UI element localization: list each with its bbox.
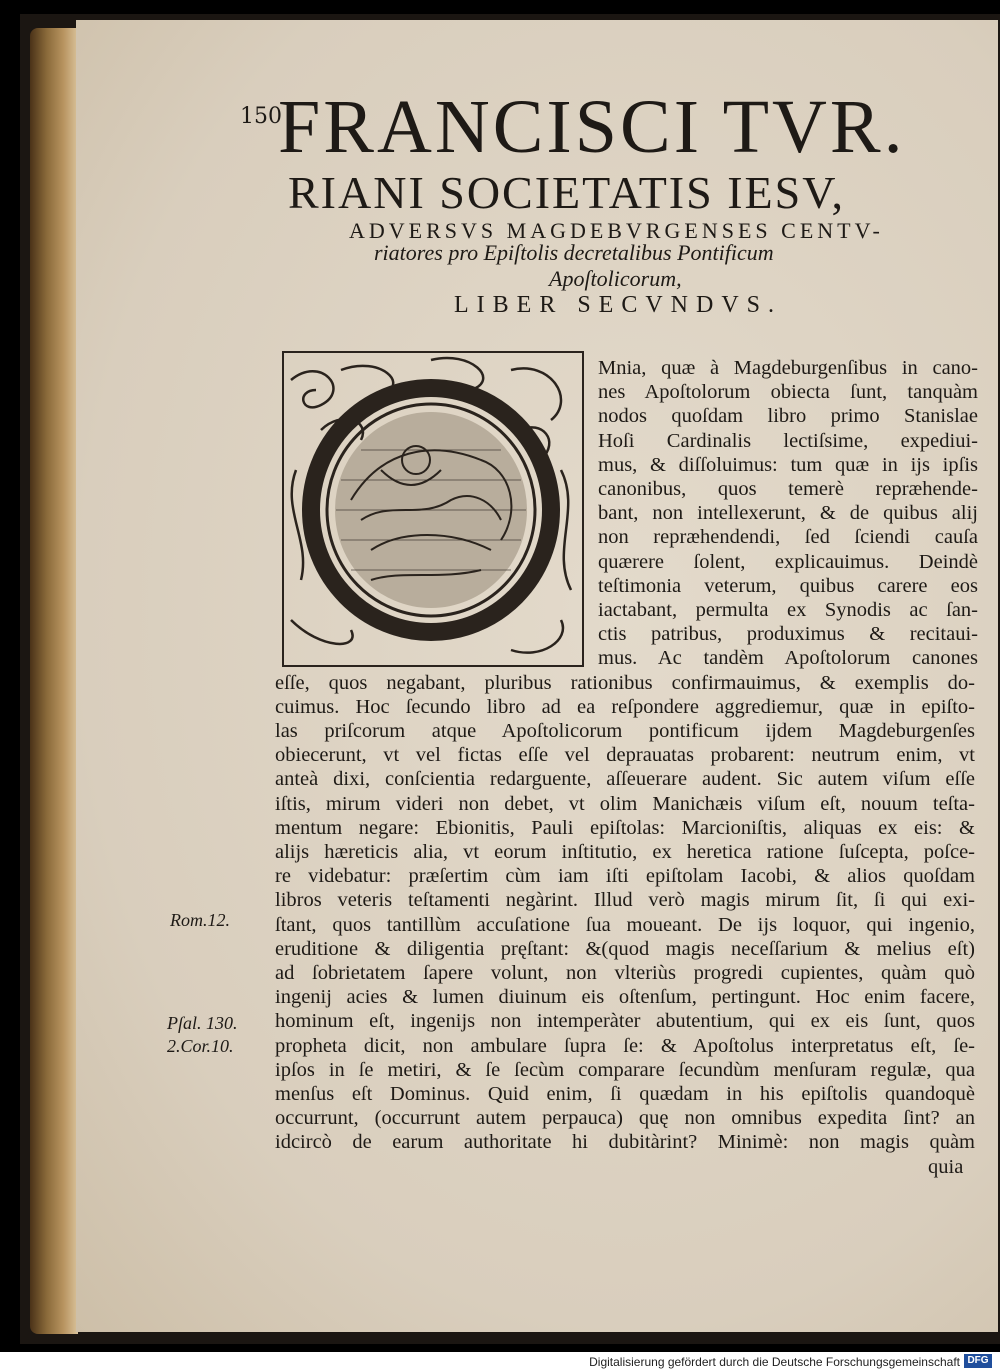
title-line-2: RIANI SOCIETATIS IESV, (288, 167, 845, 218)
text-line: teſtimonia veterum, quibus carere eos (598, 574, 978, 597)
text-line: libros veteris teſtamenti negàrint. Illud verò magis mirum ſit, ſi qui exi- (275, 889, 975, 912)
text-line: cuimus. Hoc ſecundo libro ad ea reſpondere aggrediemur, quæ in epiſto- (275, 695, 975, 718)
book-label: LIBER SECVNDVS. (454, 292, 783, 318)
text-line: nes Apoſtolorum obiecta ſunt, tanquàm (598, 381, 978, 404)
text-line: occurrunt, (occurrunt autem perpauca) quę non omnibus expedita ſint? an (275, 1107, 975, 1130)
text-line: hominum eſt, ingenijs non intemperàter abutentium, qui ex eis ſunt, quos (275, 1010, 975, 1033)
text-line: Mnia, quæ à Magdeburgenſibus in cano- (598, 357, 978, 379)
text-line: quærere ſolent, explicauimus. Deindè (598, 550, 978, 573)
text-line: idcircò de earum authoritate hi dubitàrint? Minimè: non magis quàm (275, 1131, 975, 1154)
footer-text: Digitalisierung gefördert durch die Deutsche Forschungsgemeinschaft (589, 1355, 960, 1369)
text-line: propheta dicit, non ambulare ſupra ſe: & Apoſtolus interpretatus eſt, ſe- (275, 1034, 975, 1057)
text-line: iactabant, permulta ex Synodis ac ſan- (598, 599, 978, 621)
text-line: eſſe, quos negabant, pluribus rationibus confirmauimus, & exemplis do- (275, 671, 975, 694)
subtitle-line-3: Apoſtolicorum, (549, 266, 682, 291)
text-line: iſtis, mirum videri non debet, vt olim Manichæis viſum eſt, nouum teſta- (275, 792, 975, 815)
text-line: re videbatur: præſertim cùm iam iſti epiſtolam Iacobi, & alios quoſdam (275, 865, 975, 888)
dfg-logo: DFG (964, 1354, 992, 1368)
text-line: mentum negare: Ebionitis, Pauli epiſtolas: Marcioniſtis, aliquas ex eis: & (275, 816, 975, 839)
text-line: mus. Ac tandèm Apoſtolorum canones (598, 647, 978, 670)
text-line: ſtant, quos tantillùm accuſatione ſua moueant. De ijs loquor, qui ingenio, (275, 913, 975, 936)
page-edge (30, 28, 78, 1334)
subtitle-line-2: riatores pro Epiſtolis decretalibus Pontificum (374, 240, 774, 265)
text-line: eruditione & diligentia pręſtant: &(quod magis neceſſarium & melius eſt) (275, 937, 975, 960)
title-line-1: FRANCISCI TVR. (278, 85, 906, 169)
text-line: quia (928, 1155, 964, 1178)
text-line: anteà dixi, conſcientia redarguente, aſſeuerare audent. Sic autem viſum eſſe (275, 768, 975, 791)
margin-note: 2.Cor.10. (167, 1036, 234, 1056)
page-number: 150 (240, 104, 282, 129)
subtitle-line-1: ADVERSVS MAGDEBVRGENSES CENTV- (349, 218, 884, 243)
text-line: ipſos in ſe metiri, & ſe ſecùm comparare ſecundùm menſuram regulæ, qua (275, 1058, 975, 1081)
text-line: bant, non intellexerunt, & de quibus alij (598, 502, 978, 525)
text-line: non repræhendendi, ſed ſciendi cauſa (598, 526, 978, 549)
text-line: obiecerunt, vt vel fictas eſſe vel deprauatas probarent: neutrum enim, vt (275, 744, 975, 767)
decorated-initial-O-icon (281, 350, 585, 668)
text-line: ctis patribus, produximus & recitaui- (598, 623, 978, 646)
text-line: nodos quoſdam libro primo Stanislae (598, 405, 978, 428)
text-line: las priſcorum atque Apoſtolicorum pontificum ijdem Magdeburgenſes (275, 720, 975, 742)
margin-note: Rom.12. (170, 910, 230, 930)
text-line: alijs hæreticis alia, vt eorum inſtitutio, ex heretica ratione ſuſcepta, poſce- (275, 841, 975, 863)
text-line: mus, & diſſoluimus: tum quæ in ijs ipſis (598, 453, 978, 476)
margin-note: Pſal. 130. (167, 1013, 238, 1033)
text-line: menſus eſt Dominus. Quid enim, ſi quædam in his epiſtolis quandoquè (275, 1083, 975, 1105)
text-line: canonibus, quos temerè repræhende- (598, 478, 978, 500)
text-line: ingenij acies & lumen diuinum eis oſtenſum, pertingunt. Hoc enim facere, (275, 986, 975, 1009)
text-line: ad ſobrietatem ſapere volunt, non vlteriùs progredi cupientes, quàm quò (275, 962, 975, 984)
text-line: Hoſi Cardinalis lectiſsime, expediui- (598, 429, 978, 452)
